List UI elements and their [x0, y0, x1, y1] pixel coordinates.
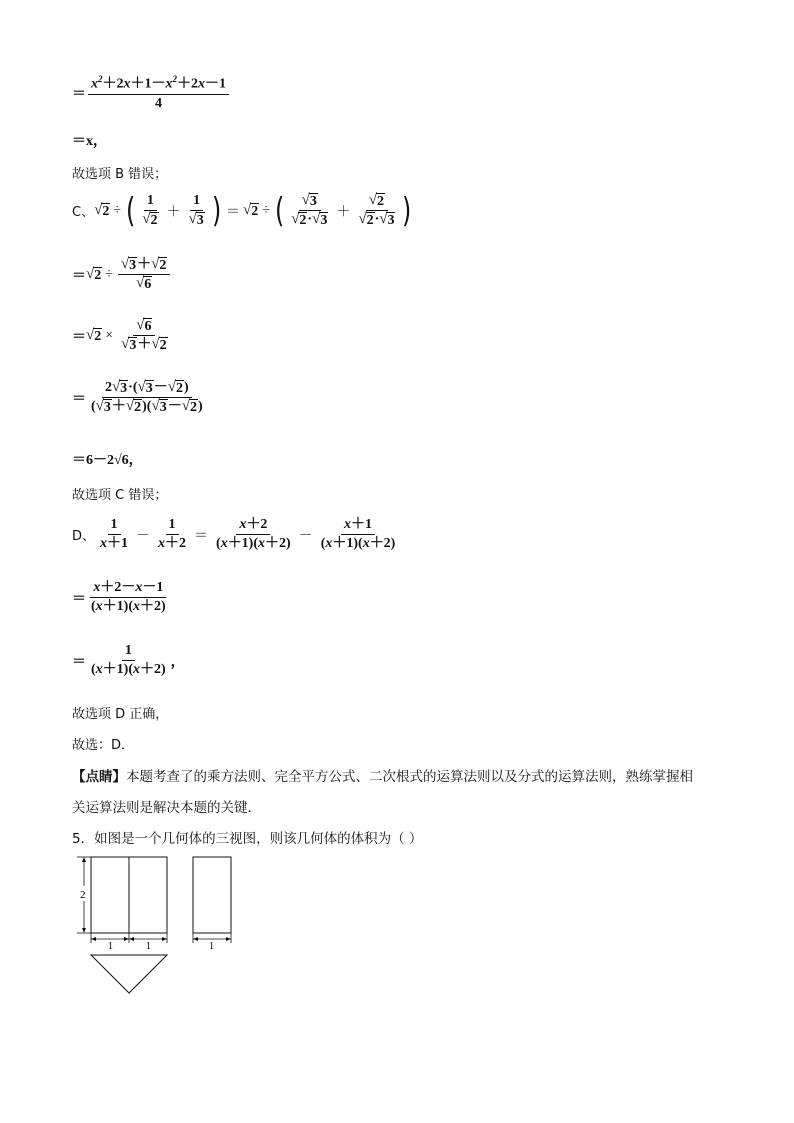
side-width-label: 1: [209, 941, 214, 952]
comment-line-1: [72, 765, 693, 785]
answer: 故选：D．: [72, 738, 135, 753]
comment-line-2: 关运算法则是解决本题的关键．: [72, 800, 261, 816]
three-view-figure: [72, 853, 272, 1003]
formula-d-step1: D、 $\frac{1}{x+1}$ － $\frac{1}{x+2}$ ＝ $\frac{x+2}{(x+1)(x+2)}$ － $\frac{x+1}{(x+1)(x+2)}$: [72, 517, 396, 552]
formula-c-step1: C、 √ 2 ÷ ( 1 √ 2 ＋ 1 √ 3 ) ＝ √ 2 ÷ ( √ 3 √ 2 · √ 3 ＋ √ 2 √ 2 · √ 3 ): [72, 190, 412, 231]
front-width-label-right: 1: [146, 941, 151, 952]
formula-b-result: ＝x，: [72, 134, 107, 149]
formula-b-step: ＝ $\frac{x^2+2x+1-x^2+2x-1}{4}$: [72, 74, 231, 112]
top-view: [91, 955, 167, 993]
front-width-label-left: 1: [108, 941, 113, 952]
formula-c-step4: ＝ 2 √ 3 ·( √ 3 － √ 2 ) ( √ 3 ＋ √ 2 )( √ 3 － √ 2 ): [72, 379, 203, 416]
formula-c-result: ＝6－2√6，: [72, 453, 143, 468]
conclusion-d: 故选项 D 正确，: [72, 707, 169, 722]
conclusion-b: 故选项 B 错误；: [72, 167, 168, 182]
comment-text-1: 本题考查了的乘方法则、完全平方公式、二次根式的运算法则以及分式的运算法则，熟练掌握相: [126, 769, 693, 785]
side-view: [193, 857, 231, 933]
question-5: 5．如图是一个几何体的三视图，则该几何体的体积为（ ）: [72, 831, 423, 847]
conclusion-c: 故选项 C 错误；: [72, 488, 168, 503]
formula-d-step3: ＝ $\frac{1}{(x+1)(x+2)}$ ，: [72, 643, 185, 678]
front-height-label: 2: [80, 889, 86, 901]
formula-c-step2: ＝ √ 2 ÷ √ 3 ＋ √ 2 √ 6: [72, 257, 172, 293]
formula-d-step2: ＝ $\frac{x+2-x-1}{(x+1)(x+2)}$: [72, 580, 166, 615]
comment-tag: 【点睛】: [72, 769, 126, 785]
formula-c-step3: ＝ √ 2 × √ 6 √ 3 ＋ √ 2: [72, 317, 167, 354]
